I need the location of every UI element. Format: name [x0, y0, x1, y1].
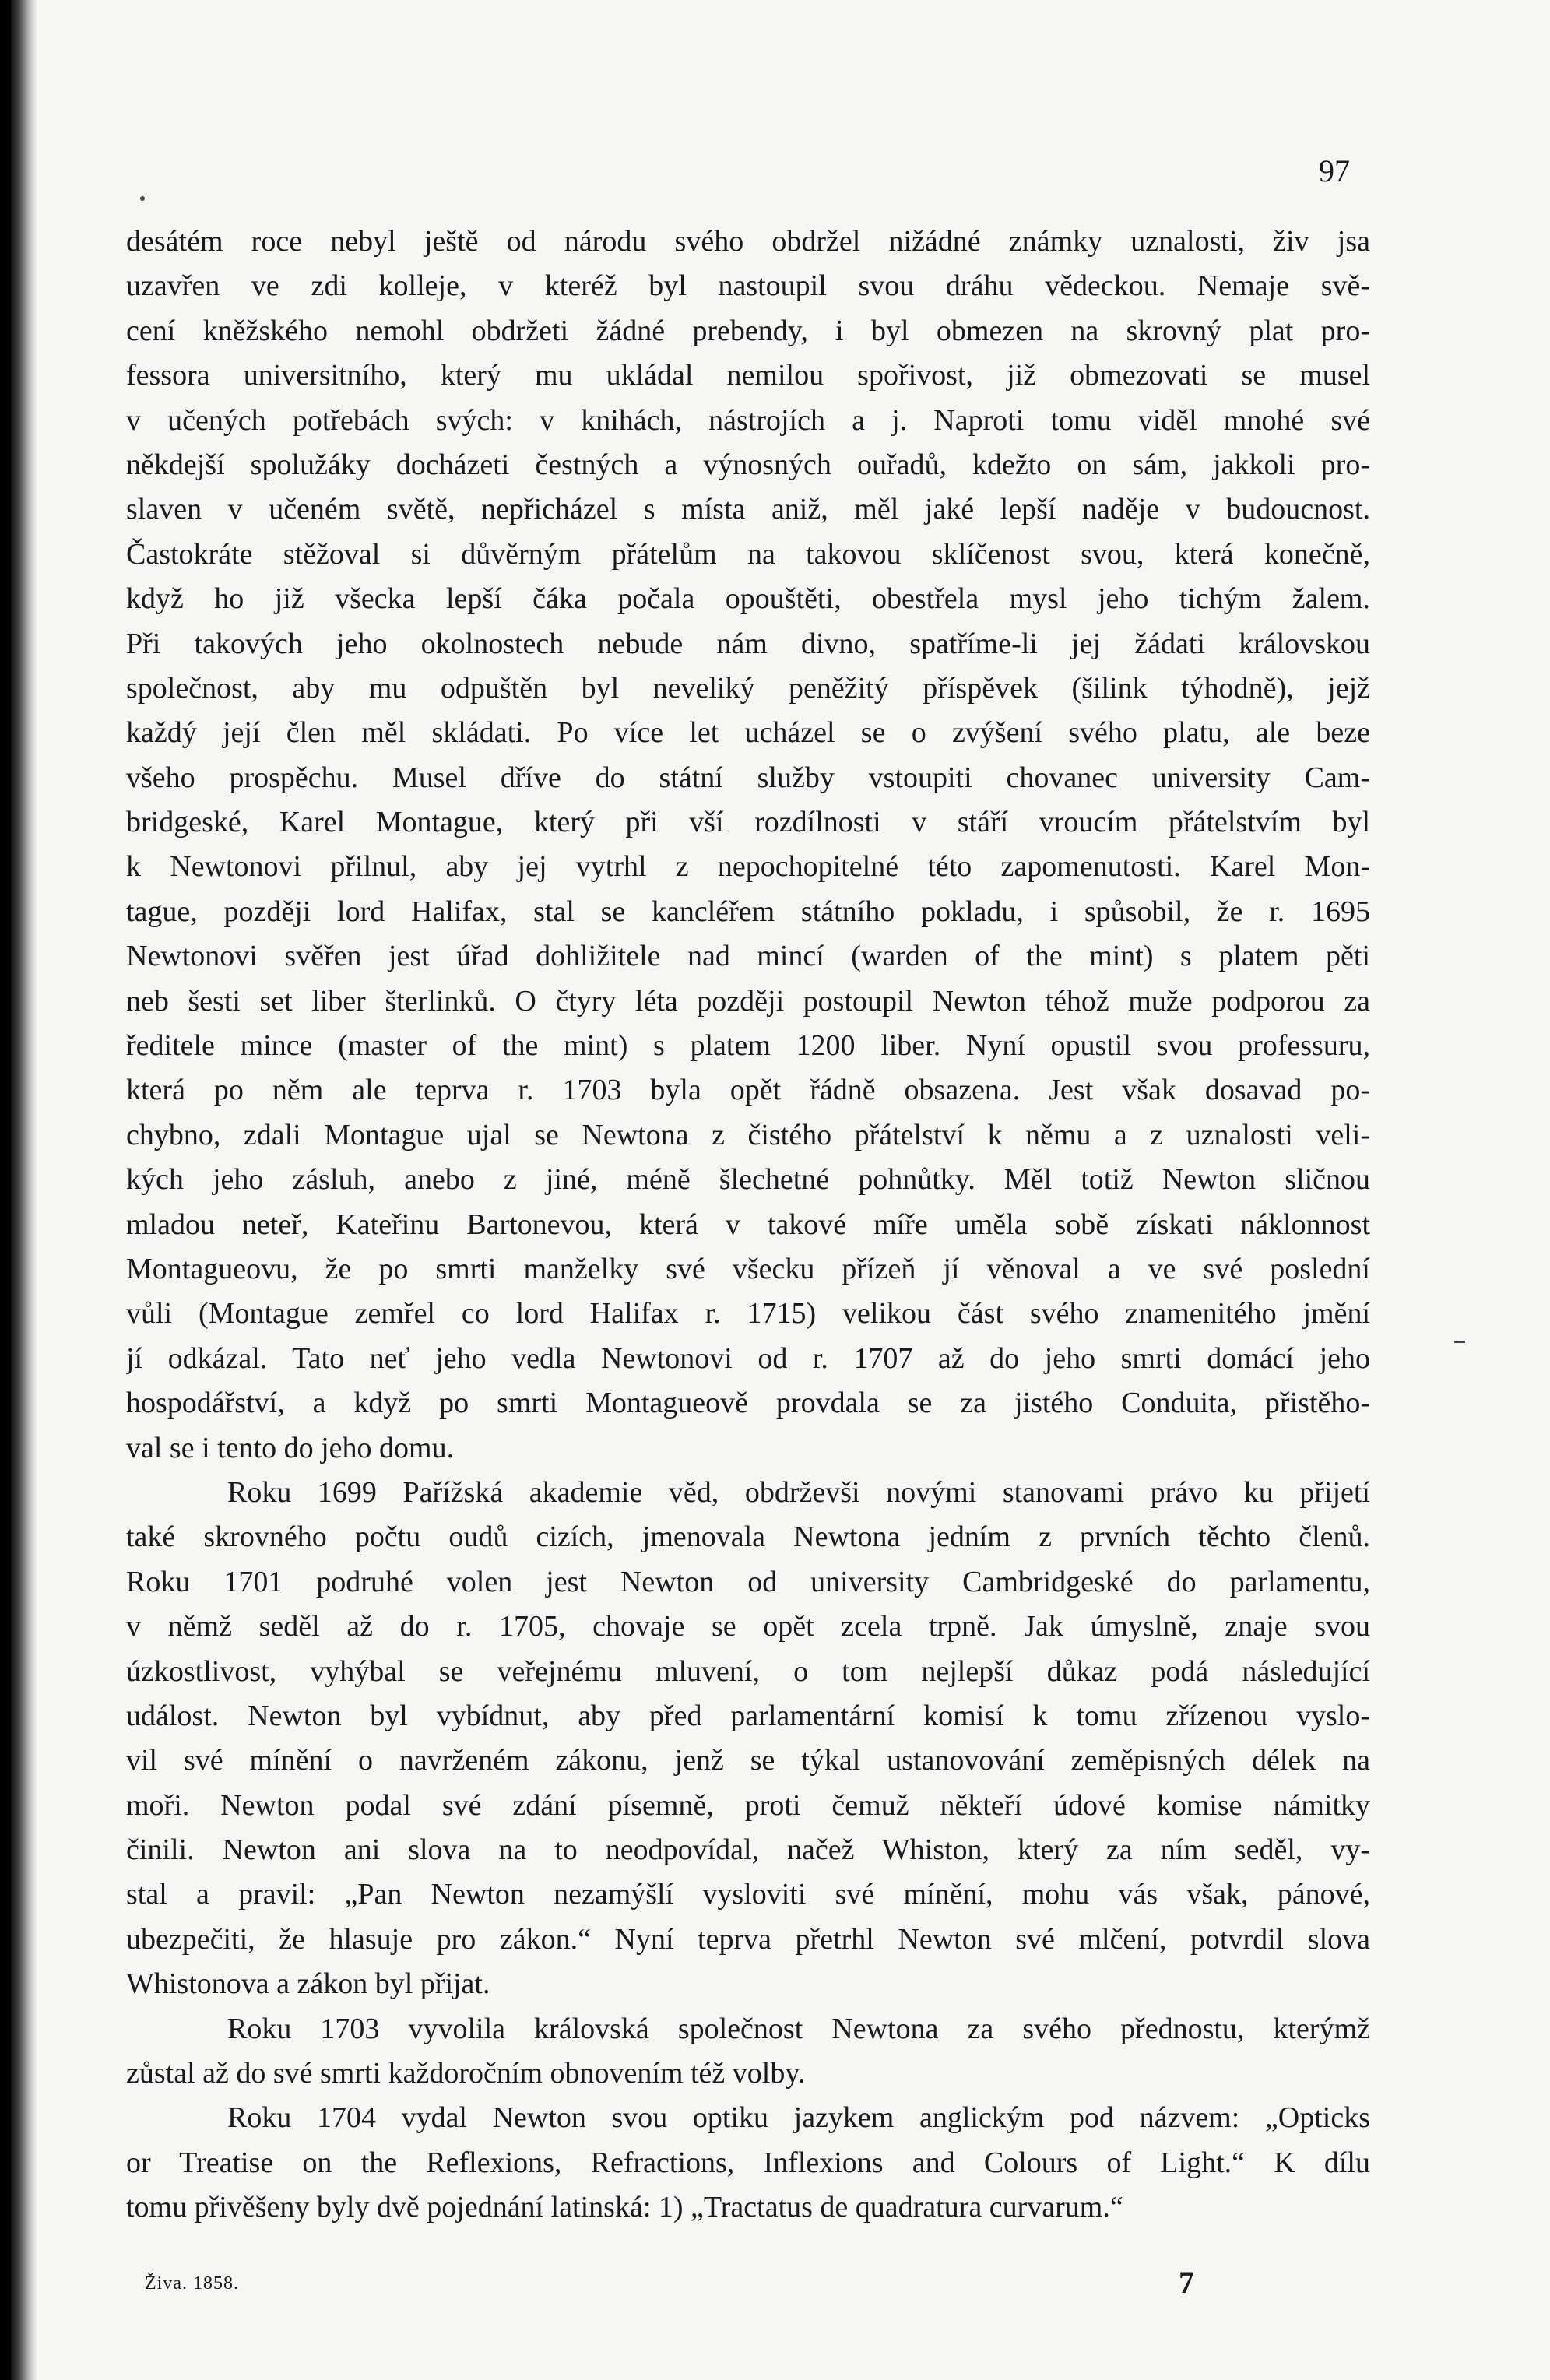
text-line: Roku 1704 vydal Newton svou optiku jazykem anglickým pod názvem: „Opticks [227, 2101, 1370, 2135]
text-line: Častokráte stěžoval si důvěrným přátelům na takovou sklíčenost svou, která konečně, [126, 537, 1370, 571]
text-line: Roku 1699 Pařížská akademie věd, obdrževši novými stanovami právo ku přijetí [227, 1475, 1370, 1509]
text-line: zůstal až do své smrti každoročním obnovením též volby. [126, 2057, 806, 2090]
text-line: kých jeho zásluh, anebo z jiné, méně šlechetné pohnůtky. Měl totiž Newton sličnou [126, 1163, 1370, 1197]
text-line: činili. Newton ani slova na to neodpovídal, načež Whiston, který za ním seděl, vy- [126, 1833, 1370, 1867]
page-footer [145, 2264, 1194, 2303]
document-page [11, 0, 1550, 2380]
text-line: Whistonova a zákon byl přijat. [126, 1967, 490, 2001]
text-line: tomu přivěšeny byly dvě pojednání latinská: 1) „Tractatus de quadratura curvarum.“ [126, 2191, 1123, 2224]
text-line: někdejší spolužáky docházeti čestných a výnosných ouřadů, kdežto on sám, jakkoli pro- [126, 448, 1370, 481]
text-line: ředitele mince (master of the mint) s platem 1200 liber. Nyní opustil svou professuru, [126, 1029, 1370, 1063]
text-line: která po něm ale teprva r. 1703 byla opět řádně obsazena. Jest však dosavad po- [126, 1074, 1370, 1107]
text-line: moři. Newton podal své zdání písemně, proti čemuž někteří údové komise námitky [126, 1788, 1370, 1822]
text-line: Roku 1701 podruhé volen jest Newton od university Cambridgeské do parlamentu, [126, 1565, 1370, 1598]
text-line: v učených potřebách svých: v knihách, nástrojích a j. Naproti tomu viděl mnohé své [126, 403, 1370, 437]
text-line: k Newtonovi přilnul, aby jej vytrhl z nepochopitelné této zapomenutosti. Karel Mon- [126, 850, 1370, 884]
text-line: úzkostlivost, vyhýbal se veřejnému mluvení, o tom nejlepší důkaz podá následující [126, 1654, 1370, 1688]
text-line: ubezpečiti, že hlasuje pro zákon.“ Nyní teprva přetrhl Newton své mlčení, potvrdil slova [126, 1922, 1370, 1956]
text-line: každý její člen měl skládati. Po více let ucházel se o zvýšení svého platu, ale beze [126, 716, 1370, 750]
text-line: Při takových jeho okolnostech nebude nám divno, spatříme-li jej žádati královskou [126, 627, 1370, 660]
text-line: všeho prospěchu. Musel dříve do státní služby vstoupiti chovanec university Cam- [126, 761, 1370, 794]
text-line: val se i tento do jeho domu. [126, 1431, 455, 1464]
text-line: v němž seděl až do r. 1705, chovaje se opět zcela trpně. Jak úmyslně, znaje svou [126, 1610, 1370, 1644]
text-line: or Treatise on the Reflexions, Refractions, Inflexions and Colours of Light.“ K dílu [126, 2146, 1370, 2179]
text-line: fessora universitního, který mu ukládal nemilou spořivost, již obmezovati se musel [126, 359, 1370, 392]
text-line: hospodářství, a když po smrti Montagueově provdala se za jistého Conduita, přistěho- [126, 1387, 1370, 1420]
text-line: bridgeské, Karel Montague, který při vší rozdílnosti v stáří vroucím přátelstvím byl [126, 806, 1370, 839]
text-line: také skrovného počtu oudů cizích, jmenovala Newtona jedním z prvních těchto členů. [126, 1520, 1370, 1554]
page-number: 97 [1319, 153, 1350, 188]
body-text [126, 220, 1370, 2231]
journal-signature: Živa. 1858. [145, 2273, 239, 2294]
text-line: vil své mínění o navrženém zákonu, jenž se týkal ustanovování zeměpisných délek na [126, 1744, 1370, 1777]
text-line: slaven v učeném světě, nepřicházel s místa aniž, měl jaké lepší naděje v budoucnost. [126, 493, 1370, 526]
text-line: společnost, aby mu odpuštěn byl neveliký peněžitý příspěvek (šilink týhodně), jejž [126, 671, 1370, 705]
text-line: vůli (Montague zemřel co lord Halifax r. 1715) velikou část svého znamenitého jmění [126, 1297, 1370, 1331]
page-edge-shadow [11, 0, 37, 2380]
text-line: cení kněžského nemohl obdržeti žádné prebendy, i byl obmezen na skrovný plat pro- [126, 314, 1370, 347]
text-line: Roku 1703 vyvolila královská společnost Newtona za svého přednostu, kterýmž [227, 2012, 1370, 2045]
text-line: stal a pravil: „Pan Newton nezamýšlí vysloviti své mínění, mohu vás však, pánové, [126, 1878, 1370, 1911]
margin-mark [1454, 1341, 1465, 1343]
text-line: když ho již všecka lepší čáka počala opouštěti, obestřela mysl jeho tichým žalem. [126, 582, 1370, 616]
text-line: chybno, zdali Montague ujal se Newtona z čistého přátelství k němu a z uznalosti veli- [126, 1118, 1370, 1151]
speck-mark [140, 196, 145, 201]
text-line: mladou neteř, Kateřinu Bartonevou, která v takové míře uměla sobě získati náklonnost [126, 1208, 1370, 1241]
text-line: jí odkázal. Tato neť jeho vedla Newtonovi od r. 1707 až do jeho smrti domácí jeho [126, 1341, 1370, 1375]
text-line: Newtonovi svěřen jest úřad dohližitele nad mincí (warden of the mint) s platem pěti [126, 940, 1370, 973]
sheet-number: 7 [1179, 2265, 1194, 2300]
text-line: uzavřen ve zdi kolleje, v kteréž byl nastoupil svou dráhu vědeckou. Nemaje svě- [126, 269, 1370, 303]
text-line: desátém roce nebyl ještě od národu svého obdržel nižádné známky uznalosti, živ jsa [126, 225, 1370, 258]
text-line: Montagueovu, že po smrti manželky své všecku přízeň jí věnoval a ve své poslední [126, 1252, 1370, 1285]
text-line: událost. Newton byl vybídnut, aby před parlamentární komisí k tomu zřízenou vyslo- [126, 1699, 1370, 1732]
text-line: neb šesti set liber šterlinků. O čtyry léta později postoupil Newton téhož muže podporou za [126, 984, 1370, 1018]
text-line: tague, později lord Halifax, stal se kancléřem státního pokladu, i spůsobil, že r. 1695 [126, 895, 1370, 928]
